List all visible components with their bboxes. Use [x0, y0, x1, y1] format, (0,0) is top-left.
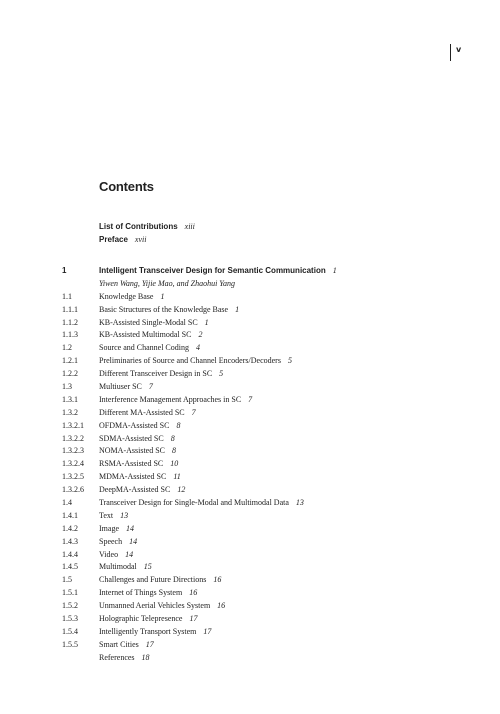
toc-entry[interactable] — [0, 355, 500, 368]
toc-entry-title: Preliminaries of Source and Channel Encoders/Decoders — [99, 356, 281, 366]
front-matter-page: xiii — [184, 222, 195, 231]
toc-entry-number: 1.3.1 — [62, 394, 78, 404]
toc-entry-number: 1.5.3 — [62, 614, 78, 624]
toc-entry[interactable] — [0, 291, 500, 304]
toc-entry[interactable] — [0, 368, 500, 381]
toc-entry-title: References — [99, 652, 135, 662]
chapter-entry[interactable] — [0, 265, 500, 278]
toc-entry[interactable] — [0, 484, 500, 497]
toc-entry-title: Intelligently Transport System — [99, 626, 197, 636]
toc-entry-title: Different MA-Assisted SC — [99, 407, 185, 417]
toc-entry-title: Multimodal — [99, 562, 137, 572]
toc-entry-page: 13 — [295, 498, 304, 508]
toc-entry-title: Different Transceiver Design in SC — [99, 369, 213, 379]
toc-entry-title: RSMA-Assisted SC — [99, 459, 164, 469]
toc-entry-number: 1.4.5 — [62, 562, 78, 572]
toc-entry-page: 4 — [195, 343, 200, 353]
toc-entry-number: 1.3.2.5 — [62, 472, 84, 482]
toc-entry[interactable] — [0, 317, 500, 330]
toc-entry[interactable] — [0, 471, 500, 484]
toc-entry-number: 1.1.3 — [62, 330, 78, 340]
toc-entry-title: Transceiver Design for Single-Modal and Multimodal Data — [99, 498, 289, 508]
toc-entry-page: 8 — [172, 446, 177, 456]
toc-entry-number: 1.4.2 — [62, 523, 78, 533]
toc-entry[interactable] — [0, 587, 500, 600]
toc-entry-title: Knowledge Base — [99, 291, 154, 301]
front-matter-page: xvii — [134, 235, 147, 244]
toc-entry-number: 1.4 — [62, 498, 72, 508]
toc-entry-page: 1 — [204, 317, 209, 327]
toc-entry-number: 1.2 — [62, 343, 72, 353]
toc-entry-page: 7 — [191, 407, 196, 417]
toc-entry[interactable] — [0, 394, 500, 407]
toc-entry-page: 7 — [148, 382, 153, 392]
toc-entry[interactable] — [0, 574, 500, 587]
toc-entry-number: 1.3 — [62, 382, 72, 392]
toc-entry[interactable] — [0, 549, 500, 562]
toc-entry-page: 7 — [248, 394, 253, 404]
toc-entry-page: 10 — [170, 459, 179, 469]
toc-entry-number: 1.4.3 — [62, 536, 78, 546]
toc-entry[interactable] — [0, 433, 500, 446]
toc-entry-title: Smart Cities — [99, 639, 139, 649]
toc-entry-page: 11 — [173, 472, 181, 482]
page-title: Contents — [99, 179, 154, 194]
toc-entry-title: Text — [99, 510, 114, 520]
toc-entry-page: 18 — [141, 652, 150, 662]
toc-entry-number: 1.5.4 — [62, 626, 78, 636]
toc-entry-title: OFDMA-Assisted SC — [99, 420, 170, 430]
toc-entry-title: SDMA-Assisted SC — [99, 433, 164, 443]
front-matter-label: List of Contributions — [99, 222, 178, 231]
toc-entry[interactable] — [0, 381, 500, 394]
toc-entry-page: 12 — [177, 485, 186, 495]
toc-entry-number: 1.3.2.6 — [62, 485, 84, 495]
toc-entry-number: 1.4.1 — [62, 510, 78, 520]
toc-entry-page: 16 — [217, 601, 226, 611]
toc-entry-title: Video — [99, 549, 119, 559]
toc-entry-title: Speech — [99, 536, 123, 546]
toc-entry-number: 1.1.2 — [62, 317, 78, 327]
toc-entry[interactable] — [0, 626, 500, 639]
toc-entry[interactable] — [0, 445, 500, 458]
toc-entry[interactable] — [0, 561, 500, 574]
chapter-authors-row — [0, 278, 500, 291]
toc-entry-number: 1.5 — [62, 575, 72, 585]
toc-entry-title: Challenges and Future Directions — [99, 575, 207, 585]
toc-entry-title: Interference Management Approaches in SC — [99, 394, 242, 404]
toc-entry-page: 1 — [235, 304, 240, 314]
toc-entry-title: Internet of Things System — [99, 588, 183, 598]
toc-entry[interactable] — [0, 600, 500, 613]
toc-entry-page: 14 — [125, 549, 134, 559]
toc-entry-page: 8 — [176, 420, 181, 430]
toc-entry[interactable] — [0, 342, 500, 355]
toc-entry-number: 1.1.1 — [62, 304, 78, 314]
toc-entry-page: 14 — [126, 523, 134, 533]
toc-entry-number: 1.2.1 — [62, 356, 78, 366]
front-matter-item[interactable] — [99, 235, 146, 244]
toc-entry[interactable] — [0, 613, 500, 626]
toc-entry[interactable] — [0, 639, 500, 652]
toc-entry-title: Basic Structures of the Knowledge Base — [99, 304, 229, 314]
toc-entry[interactable] — [0, 497, 500, 510]
toc-entry[interactable] — [0, 458, 500, 471]
toc-entry-page: 2 — [198, 330, 203, 340]
toc-entry-number: 1.4.4 — [62, 549, 78, 559]
toc-entry-page: 17 — [203, 626, 212, 636]
toc-entry-page: 17 — [145, 639, 154, 649]
toc-entry-page: 16 — [213, 575, 222, 585]
toc-entry-page: 13 — [120, 510, 129, 520]
toc-entry-number: 1.3.2.3 — [62, 446, 84, 456]
toc-entry-page: 16 — [189, 588, 198, 598]
toc-entry-page: 1 — [160, 291, 165, 301]
toc-entry[interactable] — [0, 329, 500, 342]
front-matter-label: Preface — [99, 235, 128, 244]
toc-entry-title: KB-Assisted Single-Modal SC — [99, 317, 198, 327]
toc-entry-number: 1.1 — [62, 291, 72, 301]
toc-entry-number: 1.3.2.2 — [62, 433, 84, 443]
toc-entry-title: Image — [99, 523, 119, 533]
toc-entry-page: 17 — [189, 614, 198, 624]
toc-entry-title: KB-Assisted Multimodal SC — [99, 330, 192, 340]
toc-entry-number: 1.5.1 — [62, 588, 78, 598]
toc-entry-title: Holographic Telepresence — [99, 614, 183, 624]
chapter-page: 1 — [332, 266, 337, 275]
front-matter-item[interactable] — [99, 222, 195, 231]
toc-entry-page: 5 — [287, 356, 292, 366]
toc-entry[interactable] — [0, 536, 500, 549]
toc-entry-number: 1.3.2.1 — [62, 420, 84, 430]
toc-entry[interactable] — [0, 407, 500, 420]
toc-entry[interactable] — [0, 304, 500, 317]
toc-entry-title: Unmanned Aerial Vehicles System — [99, 601, 211, 611]
toc-entry-number: 1.3.2 — [62, 407, 78, 417]
chapter-title: Intelligent Transceiver Design for Semantic Communication — [99, 266, 326, 275]
toc-entry-title: DeepMA-Assisted SC — [99, 485, 171, 495]
toc-entry-page: 15 — [143, 562, 152, 572]
toc-entry-page: 8 — [170, 433, 175, 443]
chapter-authors: Yiwen Wang, Yijie Mao, and Zhaohui Yang — [99, 278, 236, 288]
toc-entry-title: NOMA-Assisted SC — [99, 446, 166, 456]
toc-entry-number: 1.5.2 — [62, 601, 78, 611]
chapter-number: 1 — [62, 266, 67, 275]
toc-entry[interactable] — [0, 510, 500, 523]
toc-entry-number: 1.3.2.4 — [62, 459, 84, 469]
toc-entry[interactable] — [0, 420, 500, 433]
table-of-contents — [0, 265, 500, 665]
page-number: v — [450, 44, 461, 61]
toc-entry-title: Source and Channel Coding — [99, 343, 189, 353]
toc-entry-number: 1.2.2 — [62, 369, 78, 379]
toc-entry[interactable] — [0, 523, 500, 536]
toc-entry-page: 5 — [219, 369, 224, 379]
toc-entry-page: 14 — [129, 536, 138, 546]
toc-entry-number: 1.5.5 — [62, 639, 78, 649]
toc-entry-title: MDMA-Assisted SC — [99, 472, 167, 482]
toc-entry[interactable] — [0, 652, 500, 665]
section-list — [0, 291, 500, 665]
toc-entry-title: Multiuser SC — [99, 382, 142, 392]
